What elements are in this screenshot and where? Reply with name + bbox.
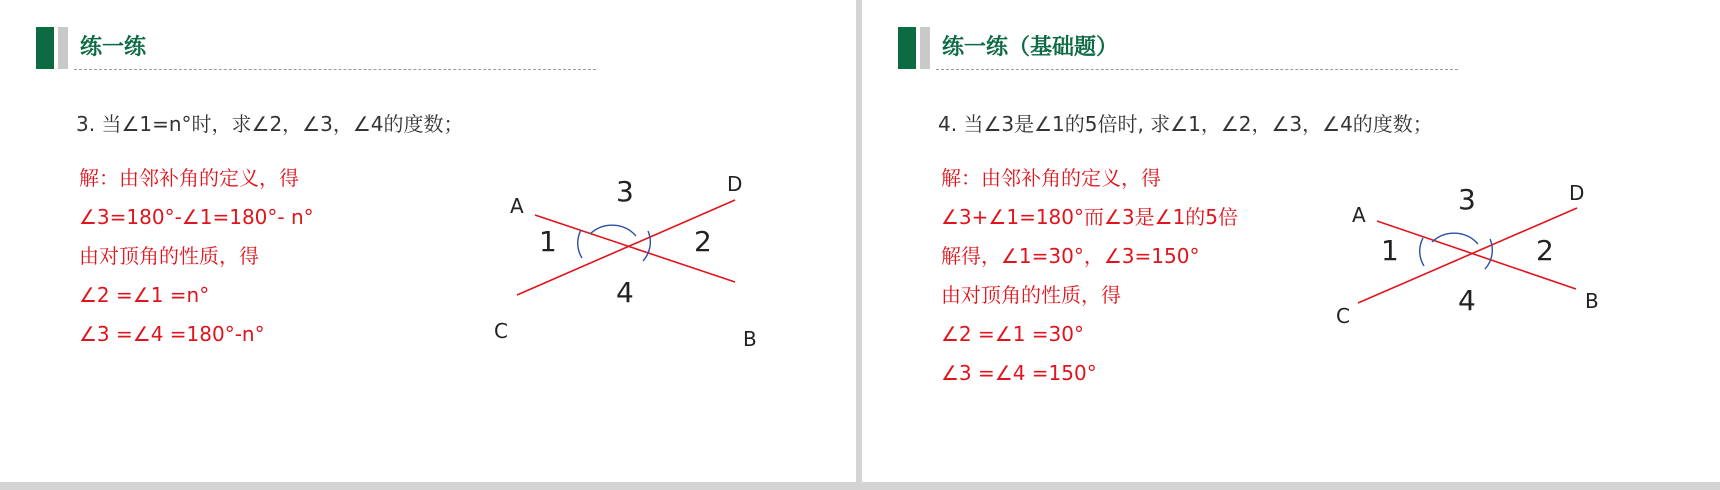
angle-label-3: 3 — [616, 175, 634, 208]
question-text: 3. 当∠1=n°时，求∠2，∠3，∠4的度数； — [76, 112, 464, 136]
solution-line: 解：由邻补角的定义，得 — [79, 166, 299, 190]
solution-line: ∠3=180°-∠1=180°- n° — [79, 205, 314, 229]
angle-label-1: 1 — [1381, 234, 1399, 267]
angle-label-4: 4 — [616, 276, 634, 309]
point-label-c: C — [1336, 304, 1350, 328]
solution-line: 由对顶角的性质，得 — [941, 283, 1121, 307]
point-label-a: A — [510, 194, 524, 218]
angle-arc-2 — [643, 231, 650, 261]
point-label-a: A — [1352, 203, 1366, 227]
slide-title: 练一练 — [80, 35, 147, 60]
point-label-d: D — [1569, 181, 1585, 205]
angle-label-2: 2 — [694, 225, 712, 258]
slide-practice-3 — [0, 0, 856, 482]
title-accent-bar — [898, 27, 916, 69]
solution-line: 由对顶角的性质，得 — [79, 244, 259, 268]
point-label-d: D — [727, 172, 743, 196]
solution-line: ∠3 =∠4 =180°-n° — [79, 322, 265, 346]
angle-arc-2 — [1485, 239, 1492, 269]
title-accent-bar — [36, 27, 54, 69]
point-label-b: B — [743, 327, 757, 351]
solution-line: 解得，∠1=30°，∠3=150° — [941, 244, 1200, 268]
title-divider — [936, 69, 1458, 70]
angle-arc-1 — [1420, 238, 1424, 266]
solution-line: 解：由邻补角的定义，得 — [941, 166, 1161, 190]
solution-line: ∠2 =∠1 =30° — [941, 322, 1084, 346]
angle-label-2: 2 — [1536, 234, 1554, 267]
angle-arc-1 — [578, 230, 582, 258]
solution-line: ∠2 =∠1 =n° — [79, 283, 210, 307]
slide-practice-4 — [862, 0, 1720, 482]
question-text: 4. 当∠3是∠1的5倍时, 求∠1，∠2，∠3，∠4的度数； — [938, 112, 1433, 136]
title-divider — [74, 69, 596, 70]
intersecting-lines-diagram — [480, 155, 780, 355]
angle-label-1: 1 — [539, 225, 557, 258]
slide-title: 练一练（基础题） — [942, 35, 1119, 60]
angle-label-3: 3 — [1458, 183, 1476, 216]
angle-arc-3 — [590, 225, 636, 236]
angle-label-4: 4 — [1458, 284, 1476, 317]
point-label-c: C — [494, 319, 508, 343]
solution-line: ∠3 =∠4 =150° — [941, 361, 1097, 385]
point-label-b: B — [1585, 289, 1599, 313]
solution-line: ∠3+∠1=180°而∠3是∠1的5倍 — [941, 205, 1239, 229]
intersecting-lines-diagram — [1336, 170, 1642, 370]
title-accent-bar-secondary — [920, 27, 930, 69]
title-accent-bar-secondary — [58, 27, 68, 69]
